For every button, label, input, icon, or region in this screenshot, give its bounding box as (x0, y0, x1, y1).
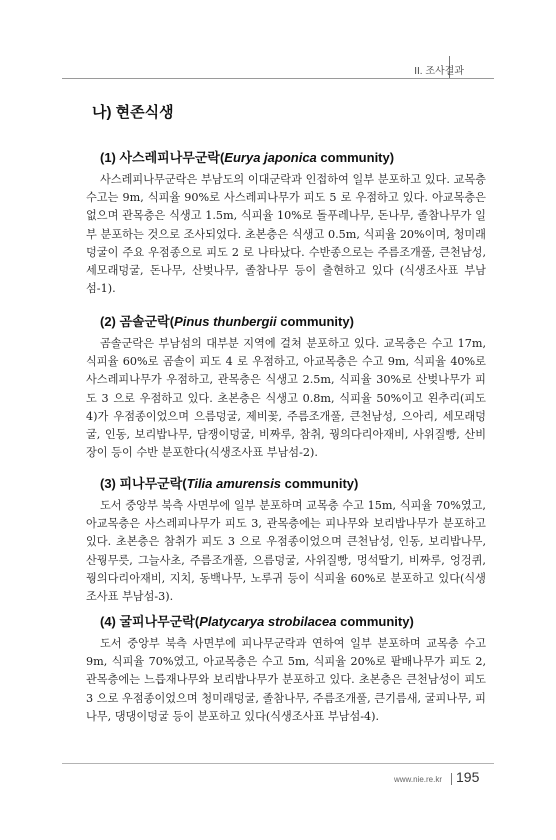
latin-name: Tilia amurensis (186, 476, 282, 491)
paragraph-3: 도서 중앙부 북측 사면부에 일부 분포하며 교목층 수고 15m, 식피율 70%였고, 아교목층은 사스레피나무가 피도 3, 관목층에는 피나무와 보리밥나무가 분포하고 있다. 초본층은 참취가 피도 3 으로 우점종이었으며 큰천남성, 인동, 보리밥나무, 산꿩무릇, 그늘사초, 주름조개풀, 으름덩굴, 사위질빵, 멍석딸기, 비짜루, 엉겅퀴, 꿩의다리아재비, 지치, 동백나무, 노루귀 등이 식피율 60%로 분포하고 있다(식생조사표 부남섬-3). (86, 499, 486, 604)
footer-rule (62, 763, 494, 764)
section-title: 나) 현존식생 (92, 104, 174, 121)
subsection-title-2: (2) 곰솔군락(Pinus thunbergii community) (100, 314, 354, 329)
latin-name: Platycarya strobilacea (199, 614, 337, 629)
paragraph-4: 도서 중앙부 북측 사면부에 피나무군락과 연하여 일부 분포하며 교목층 수고 9m, 식피율 70%였고, 아교목층은 수고 5m, 식피율 20%로 팥배나무가 피도 2, 관목층에는 느릅재나무와 보리밥나무가 분포하고 있다. 초본층은 큰천남성이 피도 3 으로 우점종이었으며 청미래덩굴, 졸참나무, 주름조개풀, 큰기름새, 굴피나무, 피나무, 댕댕이덩굴 등이 분포하고 있다(식생조사표 부남섬-4). (86, 637, 486, 723)
latin-name: Pinus thunbergii (174, 314, 277, 329)
subsection-title-3: (3) 피나무군락(Tilia amurensis community) (100, 476, 359, 491)
page-number: 195 (456, 769, 480, 785)
header-rule (62, 78, 494, 79)
footer-url: www.nie.re.kr (394, 775, 443, 784)
paragraph-2: 곰솔군락은 부남섬의 대부분 지역에 걸쳐 분포하고 있다. 교목층은 수고 17m, 식피율 60%로 곰솔이 피도 4 로 우점하고, 아교목층은 수고 9m, 식피율 40%로 사스레피나무가 우점하고, 관목층은 식생고 2.5m, 식피율 30%로 산벚나무가 피도 3 으로 우점하고 있다. 초본층은 식생고 0.8m, 식피율 50%이고 왼추리(피도 4)가 우점종이었으며 으름덩굴, 제비꽃, 주름조개풀, 큰천남성, 으아리, 세모래덩굴, 인동, 보리밥나무, 담쟁이덩굴, 비짜루, 참취, 꿩의다리아재비, 사위질빵, 산비장이 등이 수반 분포한다(식생조사표 부남섬-2). (86, 337, 486, 460)
subsection-title-4: (4) 굴피나무군락(Platycarya strobilacea community) (100, 614, 414, 629)
subsection-title-1: (1) 사스레피나무군락(Eurya japonica community) (100, 150, 395, 165)
chapter-label: II. 조사결과 (414, 66, 464, 77)
page-header (0, 0, 556, 76)
latin-name: Eurya japonica (224, 150, 317, 165)
paragraph-1: 사스레피나무군락은 부남도의 이대군락과 인접하여 일부 분포하고 있다. 교목층 수고는 9m, 식피율 90%로 사스레피나무가 피도 5 로 우점하고 있다. 아교목층은 없으며 관목층은 식생고 1.5m, 식피율 10%로 돌푸레나무, 돈나무, 졸참나무가 일부 분포하는 것으로 조사되었다. 초본층은 식생고 0.5m, 식피율 20%이며, 청미래덩굴이 주요 우점종으로 피도 2 로 나타났다. 수반종으로는 주름조개풀, 큰천남성, 세모래덩굴, 돈나무, 산벚나무, 졸참나무 등이 출현하고 있다 (식생조사표 부남섬-1). (86, 173, 486, 296)
footer-separator (451, 773, 452, 785)
